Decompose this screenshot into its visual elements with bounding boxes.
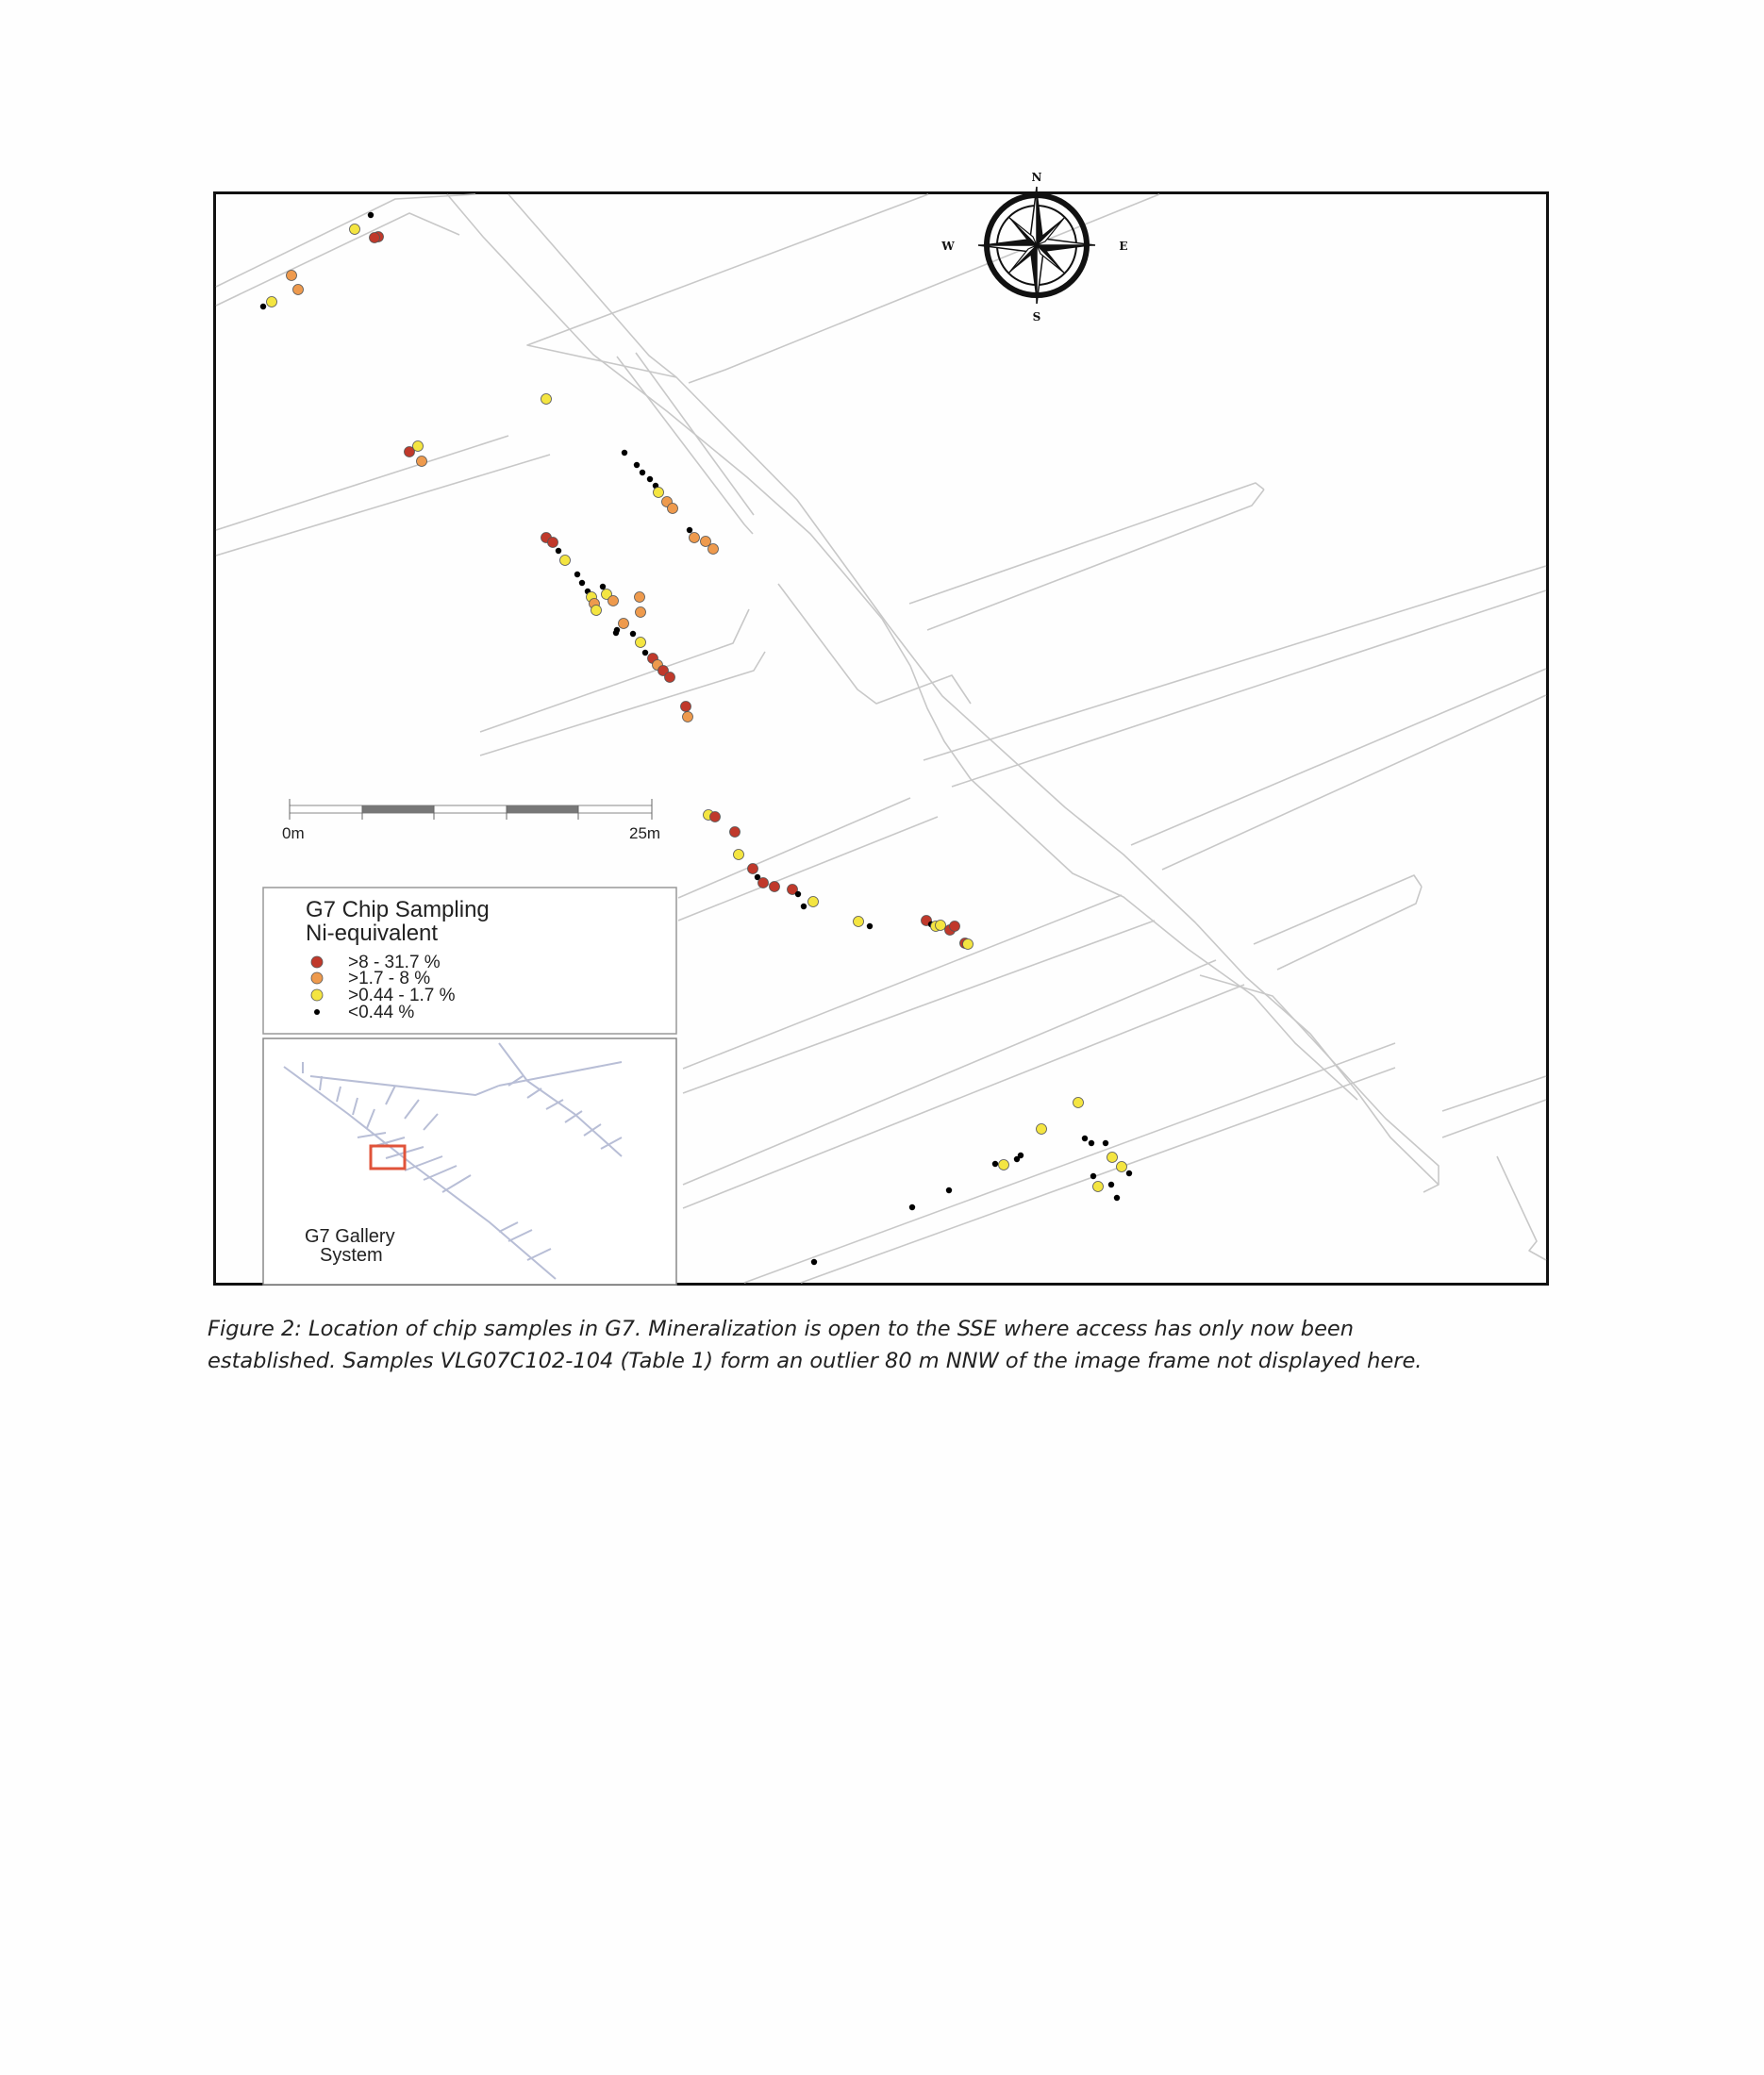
sample-point-medium <box>287 271 297 281</box>
compass-label-e: E <box>1119 240 1128 253</box>
scale-bar <box>282 799 660 842</box>
tunnel-w2-lower <box>480 652 765 755</box>
tunnel-ne2-upper <box>909 483 1264 604</box>
inset-label-line1: G7 Gallery <box>305 1226 395 1247</box>
sample-point-trace <box>946 1187 952 1193</box>
sample-point-low <box>936 921 946 931</box>
sample-point-trace <box>579 580 585 586</box>
sample-point-trace <box>368 212 374 218</box>
tunnel-ne2-lower <box>927 490 1264 630</box>
compass-label-s: S <box>1032 310 1041 324</box>
sample-point-low <box>350 224 360 235</box>
legend <box>263 888 676 1034</box>
tunnel-ne1-lower <box>689 194 1159 383</box>
sample-point-medium <box>619 619 629 629</box>
tunnel-w5-lower <box>683 985 1244 1208</box>
sample-point-low <box>734 850 744 860</box>
sample-point-medium <box>417 456 427 467</box>
map-frame <box>213 171 1549 1286</box>
sample-point-trace <box>992 1161 998 1167</box>
tunnel-ne5-upper <box>1254 875 1422 944</box>
sample-point-low <box>1037 1124 1047 1135</box>
compass-star-icon <box>978 187 1095 304</box>
tunnel-ne5-lower <box>1277 887 1422 970</box>
sample-point-low <box>654 488 664 498</box>
sample-point-low <box>854 917 864 927</box>
sample-point-trace <box>909 1204 915 1210</box>
tunnel-lower-loop <box>1200 975 1439 1192</box>
sample-point-low <box>808 897 819 907</box>
tunnel-right-lower <box>1497 1156 1546 1260</box>
sample-point-trace <box>600 584 606 589</box>
sample-point-low <box>1117 1162 1127 1172</box>
sample-point-trace <box>1103 1140 1108 1146</box>
sample-point-high <box>370 233 380 243</box>
sample-point-trace <box>687 527 692 533</box>
tunnel-inner-block1 <box>617 357 753 534</box>
sample-point-trace <box>640 470 645 475</box>
scale-bar-start-label: 0m <box>282 824 305 842</box>
sample-point-low <box>1107 1153 1118 1163</box>
sample-point-low <box>267 297 277 307</box>
sample-point-trace <box>1090 1173 1096 1179</box>
sample-point-trace <box>1114 1195 1120 1201</box>
sample-point-trace <box>556 548 561 554</box>
scale-bar-segment-dark-2 <box>507 805 578 813</box>
sample-point-trace <box>622 450 627 456</box>
tunnel-ne4-upper <box>1131 669 1546 845</box>
sample-point-trace <box>647 476 653 482</box>
sample-point-trace <box>811 1259 817 1265</box>
sample-point-high <box>950 921 960 932</box>
legend-label-low: >0.44 - 1.7 % <box>348 986 456 1005</box>
legend-swatch-low <box>311 989 323 1001</box>
sample-point-trace <box>634 462 640 468</box>
legend-title-line1: G7 Chip Sampling <box>306 897 490 922</box>
tunnel-w3-lower <box>678 817 938 921</box>
legend-label-high: >8 - 31.7 % <box>348 953 441 972</box>
sample-point-medium <box>683 712 693 722</box>
caption-line-1: Figure 2: Location of chip samples in G7. Mineralization is open to the SSE where access has only now been <box>208 1317 1355 1341</box>
sample-point-low <box>963 939 974 950</box>
legend-swatch-trace <box>314 1009 320 1015</box>
sample-point-trace <box>630 631 636 637</box>
legend-title-line2: Ni-equivalent <box>306 921 439 946</box>
compass-label-w: W <box>941 240 955 253</box>
map-canvas <box>216 171 1546 1283</box>
sample-point-high <box>681 702 691 712</box>
sample-point-medium <box>668 504 678 514</box>
legend-swatch-high <box>311 956 323 968</box>
sample-point-trace <box>1108 1182 1114 1187</box>
sample-point-low <box>413 441 424 452</box>
tunnel-nw-upper <box>216 194 475 287</box>
sample-point-trace <box>1089 1140 1094 1146</box>
sample-point-trace <box>260 304 266 309</box>
sample-point-low <box>1093 1182 1104 1192</box>
tunnel-se-drift-lower <box>801 1068 1395 1283</box>
sample-point-high <box>748 864 758 874</box>
legend-label-medium: >1.7 - 8 % <box>348 969 431 988</box>
sample-point-high <box>548 538 558 548</box>
sample-point-low <box>999 1160 1009 1170</box>
sample-point-high <box>665 672 675 683</box>
tunnel-main-upper <box>508 194 1439 1185</box>
sample-point-medium <box>293 285 304 295</box>
tunnel-se-drift-upper <box>744 1043 1395 1283</box>
sample-point-low <box>560 556 571 566</box>
sample-point-trace <box>642 650 648 656</box>
compass-rose <box>940 171 1127 324</box>
scale-bar-outline <box>290 805 652 813</box>
tunnel-ne4-lower <box>1162 695 1546 870</box>
sample-point-trace <box>1126 1170 1132 1176</box>
sample-point-high <box>770 882 780 892</box>
sample-point-high <box>758 878 769 888</box>
tunnel-w4-lower <box>683 921 1155 1093</box>
sample-point-medium <box>708 544 719 555</box>
sample-point-medium <box>608 596 619 606</box>
sample-point-trace <box>867 923 873 929</box>
compass-label-n: N <box>1031 171 1042 184</box>
sample-point-high <box>710 812 721 822</box>
tunnel-ne3-lower <box>952 590 1546 787</box>
sample-point-trace <box>1082 1136 1088 1141</box>
overview-inset <box>263 1038 676 1285</box>
sample-point-trace <box>613 630 619 636</box>
caption-line-2: established. Samples VLG07C102-104 (Table 1) form an outlier 80 m NNW of the image frame not displayed here. <box>208 1349 1423 1373</box>
sample-point-low <box>1073 1098 1084 1108</box>
sample-point-medium <box>690 533 700 543</box>
tunnel-west1-upper <box>216 436 508 530</box>
legend-swatch-medium <box>311 972 323 984</box>
sample-point-trace <box>1014 1156 1020 1162</box>
legend-label-trace: <0.44 % <box>348 1003 415 1022</box>
tunnel-west1-lower <box>216 455 550 556</box>
tunnel-w4-upper <box>683 895 1122 1069</box>
sample-point-low <box>636 638 646 648</box>
sample-point-trace <box>574 572 580 577</box>
inset-label-line2: System <box>320 1245 383 1266</box>
tunnel-inner-block3 <box>778 584 971 704</box>
sample-point-medium <box>635 592 645 603</box>
sample-point-trace <box>801 904 807 909</box>
scale-bar-end-label: 25m <box>629 824 661 842</box>
figure-caption <box>208 1313 1556 1377</box>
sample-point-low <box>541 394 552 405</box>
scale-bar-segment-dark-1 <box>362 805 434 813</box>
sample-point-low <box>591 606 602 616</box>
sample-point-high <box>730 827 741 838</box>
tunnel-w5-upper <box>683 960 1216 1185</box>
sample-point-medium <box>636 607 646 618</box>
sample-point-trace <box>795 891 801 897</box>
